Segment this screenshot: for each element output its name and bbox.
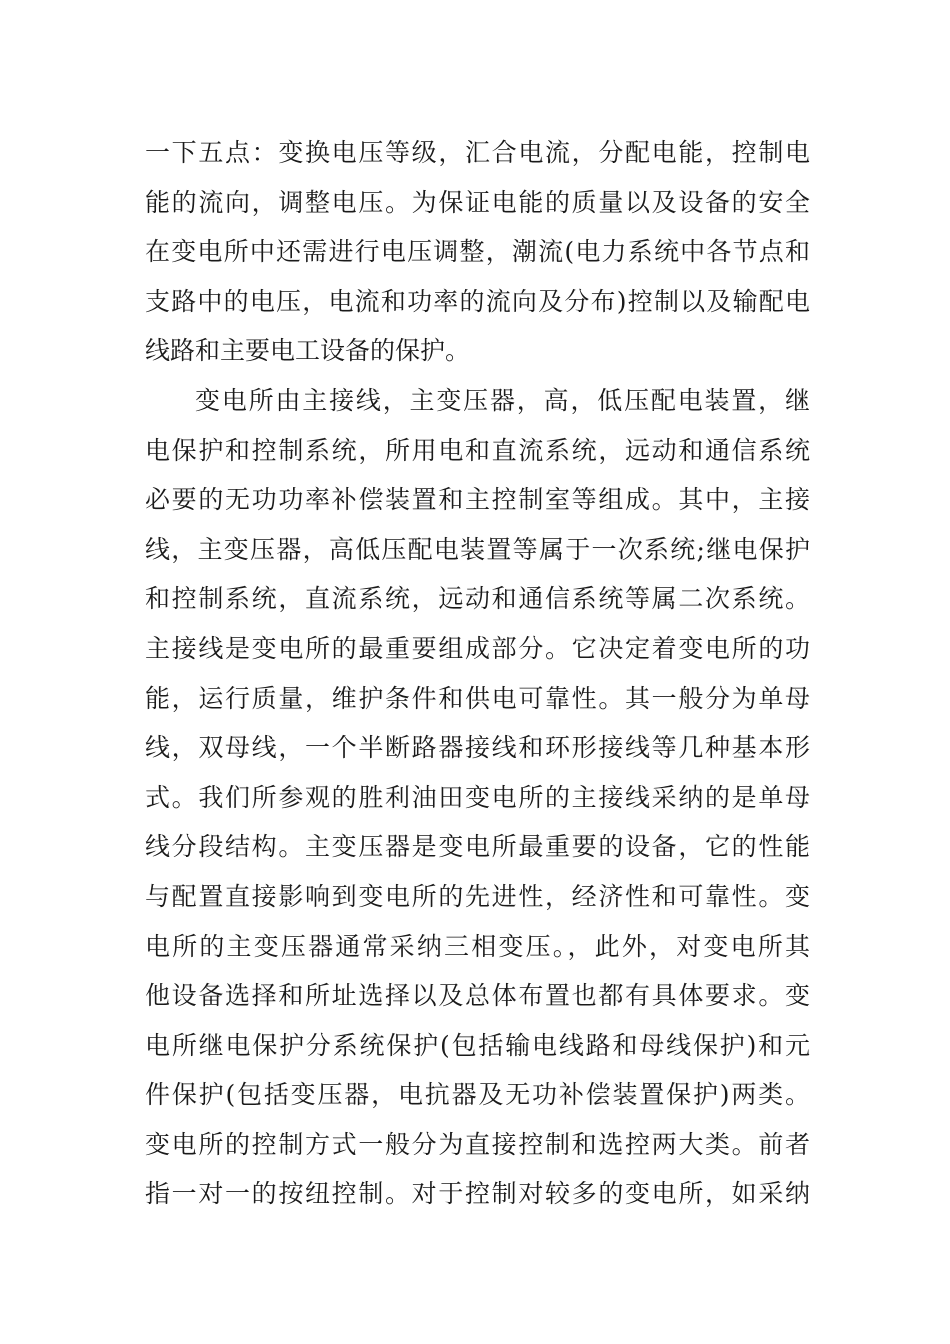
text-line: 变电所由主接线，主变压器，高，低压配电装置，继 bbox=[195, 385, 810, 415]
text-line: 能，运行质量，维护条件和供电可靠性。其一般分为单母 bbox=[145, 683, 810, 713]
text-line: 能的流向，调整电压。为保证电能的质量以及设备的安全 bbox=[145, 187, 810, 217]
text-line: 一下五点：变换电压等级，汇合电流，分配电能，控制电 bbox=[145, 138, 810, 167]
text-line: 件保护(包括变压器，电抗器及无功补偿装置保护)两类。 bbox=[145, 1080, 810, 1110]
text-line: 支路中的电压，电流和功率的流向及分布)控制以及输配电 bbox=[145, 286, 810, 316]
text-line: 与配置直接影响到变电所的先进性，经济性和可靠性。变 bbox=[145, 881, 810, 911]
paragraph-1 bbox=[145, 128, 810, 376]
body-text bbox=[145, 128, 810, 1219]
text-line: 指一对一的按纽控制。对于控制对较多的变电所，如采纳 bbox=[145, 1179, 810, 1209]
text-line: 和控制系统，直流系统，远动和通信系统等属二次系统。 bbox=[145, 584, 810, 614]
text-line: 电所继电保护分系统保护(包括输电线路和母线保护)和元 bbox=[145, 1030, 810, 1060]
text-line: 线，主变压器，高低压配电装置等属于一次系统;继电保护 bbox=[145, 534, 810, 564]
text-line: 线分段结构。主变压器是变电所最重要的设备，它的性能 bbox=[145, 832, 810, 862]
text-line: 电所的主变压器通常采纳三相变压。，此外，对变电所其 bbox=[145, 931, 810, 961]
text-line: 主接线是变电所的最重要组成部分。它决定着变电所的功 bbox=[145, 633, 810, 663]
text-line: 线路和主要电工设备的保护。 bbox=[145, 336, 471, 366]
text-line: 变电所的控制方式一般分为直接控制和选控两大类。前者 bbox=[145, 1129, 810, 1159]
text-line: 电保护和控制系统，所用电和直流系统，远动和通信系统 bbox=[145, 435, 810, 465]
text-line: 他设备选择和所址选择以及总体布置也都有具体要求。变 bbox=[145, 981, 810, 1011]
text-line: 线，双母线，一个半断路器接线和环形接线等几种基本形 bbox=[145, 733, 810, 763]
text-line: 式。我们所参观的胜利油田变电所的主接线采纳的是单母 bbox=[145, 782, 810, 812]
text-line: 必要的无功功率补偿装置和主控制室等组成。其中，主接 bbox=[145, 485, 810, 515]
paragraph-2 bbox=[145, 376, 810, 1219]
text-line: 在变电所中还需进行电压调整，潮流(电力系统中各节点和 bbox=[145, 237, 810, 267]
